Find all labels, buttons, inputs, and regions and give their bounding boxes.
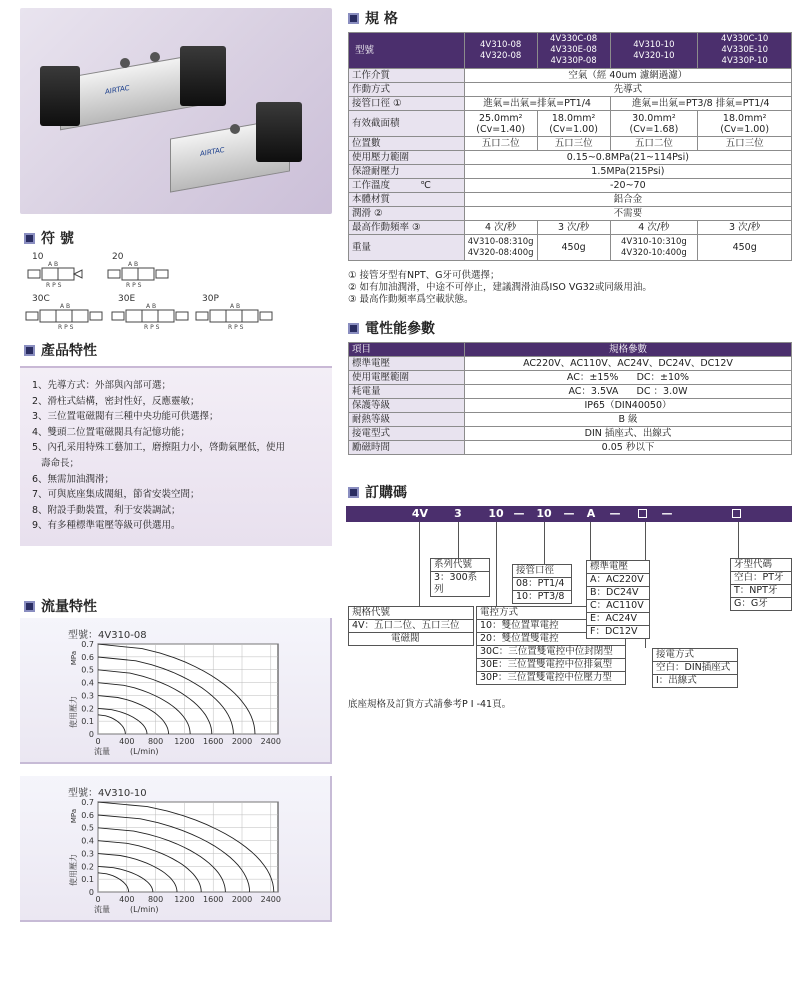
x-tick-label: 1200 — [174, 895, 195, 904]
order-port-box: 接管口徑 08：PT1/4 10：PT3/8 — [512, 564, 572, 604]
section-icon — [348, 13, 359, 24]
list-item: 5、內孔采用特殊工藝加工，磨擦阻力小，啓動氣壓低，使用 — [32, 442, 286, 454]
svg-text:A B: A B — [48, 261, 59, 268]
coil-right-1 — [180, 46, 226, 106]
svg-text:A B: A B — [146, 303, 157, 310]
symbol-30c — [24, 302, 108, 330]
section-icon — [24, 345, 35, 356]
symbol-20 — [104, 260, 178, 288]
order-voltage-box: 標準電壓 A：AC220V B：DC24V C：AC110V E：AC24V F：DC12V — [586, 560, 650, 639]
y-tick-label: 0.2 — [81, 704, 94, 714]
code-voltage: A — [586, 507, 596, 520]
spec-header-label: 型號 — [349, 33, 465, 69]
flow-chart-1 — [20, 618, 332, 764]
svg-text:R P S: R P S — [126, 282, 142, 288]
svg-text:R P S: R P S — [46, 282, 62, 288]
list-item: 壽命長； — [32, 457, 80, 469]
svg-text:A B: A B — [230, 303, 241, 310]
y-axis-label: 使用壓力 — [69, 696, 78, 728]
section-spec: 規 格 — [348, 8, 398, 28]
flow-chart-svg-2 — [20, 776, 332, 922]
order-code-bar — [346, 506, 792, 522]
order-series-box: 系列代號 3：300系列 — [430, 558, 490, 597]
code-control: 10 — [488, 507, 504, 520]
code-thread-box — [732, 509, 741, 518]
y-tick-label: 0.3 — [81, 849, 94, 859]
code-digit: 3 — [454, 507, 462, 520]
svg-text:R P S: R P S — [58, 324, 74, 330]
spec-table-wrap — [348, 32, 792, 261]
model-header: 4V330C-08 4V330E-08 4V330P-08 — [537, 33, 610, 69]
y-tick-label: 0.4 — [81, 678, 94, 688]
y-tick-label: 0.5 — [81, 665, 94, 675]
x-tick-label: 1600 — [203, 737, 224, 746]
model-header: 4V310-08 4V320-08 — [464, 33, 537, 69]
x-unit: (L/min) — [130, 905, 159, 914]
x-axis-label: 流量 — [94, 905, 110, 914]
brand-label: AIRTAC — [105, 83, 130, 97]
svg-text:A B: A B — [128, 261, 139, 268]
order-spec-box: 規格代號 4V：五口二位、五口三位 電磁閥 — [348, 606, 474, 646]
list-item: 2、滑柱式結構，密封性好，反應靈敏； — [32, 395, 200, 407]
list-item: 6、無需加油潤滑； — [32, 473, 115, 485]
section-features: 產品特性 — [24, 340, 97, 360]
x-axis-label: 流量 — [94, 747, 110, 756]
order-control-box: 電控方式 10：雙位置單電控 20：雙位置雙電控 30C：三位置雙電控中位封閉型 30E：三位置雙電控中位排氣型 30P：三位置雙電控中位壓力型 — [476, 606, 626, 685]
symbol-30e — [110, 302, 194, 330]
y-tick-label: 0 — [88, 888, 94, 897]
code-dash: — — [513, 507, 525, 520]
list-item: 7、可與底座集成閥組，節省安裝空間； — [32, 489, 200, 501]
section-flow: 流量特性 — [24, 596, 97, 616]
spec-table: 型號 4V310-08 4V320-08 4V330C-08 4V330E-08 4V330P-08 4V310-10 4V320-10 4V330C-10 4V330E-10 4V330P-10 工作介質 空氣（經 40um 濾網過濾） 作動方式 先導式 接管口徑 ① 進氣=出氣=排氣=PT1/4 進氣=出氣=PT3/8 排氣=PT1/4 有效截面積 25.0mm² (Cv=1.40) 18.0mm² (Cv=1.00) 30.0mm² (Cv=1.68) 18.0mm² (Cv=1.00) 位置數 五口二位 五口三位 五口二位 五口三位 使用壓力範圍 0.15~0.8MPa(21~114Psi) 保證耐壓力 1.5MPa(215Psi) 工作溫度 ℃ -20~70 本體材質 鋁合金 潤滑 ② 不需要 最高作動頻率 ③ 4 次/秒 3 次/秒 4 次/秒 3 次/秒 重量 4V310-08:310g 4V320-08:400g 450g 4V310-10:310g 4V320-10:400g 450g — [348, 32, 792, 261]
y-tick-label: 0.7 — [81, 640, 94, 649]
coil-right-2 — [256, 102, 302, 162]
y-tick-label: 0.5 — [81, 823, 94, 833]
code-dash: — — [563, 507, 575, 520]
svg-text:R P S: R P S — [144, 324, 160, 330]
y-tick-label: 0.3 — [81, 691, 94, 701]
section-electric: 電性能參數 — [348, 318, 435, 338]
code-dash: — — [609, 507, 621, 520]
y-tick-label: 0.6 — [81, 652, 94, 662]
electric-table: 項目 規格參數 標準電壓 AC220V、AC110V、AC24V、DC24V、DC12V 使用電壓範圍 AC：±15% DC：±10% 耗電量 AC：3.5VA DC ：3.0W 保護等級 IP65（DIN40050） 耐熱等級 B 級 接電型式 DIN 插座式、出線式 勵磁時間 0.05 秒以下 — [348, 342, 792, 455]
order-footnote: 底座規格及訂貨方式請參考P I -41頁。 — [348, 699, 512, 710]
features-panel — [20, 366, 332, 546]
x-tick-label: 1200 — [174, 737, 195, 746]
list-item: 1、先導方式：外部與內部可選； — [32, 380, 172, 391]
x-unit: (L/min) — [130, 747, 159, 756]
x-tick-label: 2000 — [231, 895, 253, 904]
code-series: 4V — [411, 507, 429, 520]
section-icon — [348, 487, 359, 498]
section-icon — [348, 323, 359, 334]
x-tick-label: 2000 — [231, 737, 253, 746]
x-tick-label: 2400 — [260, 895, 281, 904]
coil-left-1 — [40, 66, 80, 126]
y-tick-label: 0.2 — [81, 862, 94, 872]
svg-text:R P S: R P S — [228, 324, 244, 330]
electric-table-wrap — [348, 342, 792, 455]
x-tick-label: 2400 — [260, 737, 281, 746]
svg-text:A B: A B — [60, 303, 71, 310]
order-connect-box: 接電方式 空白：DIN插座式 I：出線式 — [652, 648, 738, 688]
section-icon — [24, 601, 35, 612]
code-connect-box — [638, 509, 647, 518]
chart-title: 型號：4V310-10 — [68, 788, 147, 799]
product-photo — [20, 8, 332, 214]
x-tick-label: 1600 — [203, 895, 224, 904]
symbol-10 — [24, 260, 94, 288]
section-order: 訂購碼 — [348, 482, 407, 502]
section-icon — [24, 233, 35, 244]
y-tick-label: 0.4 — [81, 836, 94, 846]
flow-chart-svg-1 — [20, 618, 332, 764]
x-tick-label: 400 — [119, 737, 135, 746]
y-axis-label: 使用壓力 — [69, 854, 78, 886]
model-header: 4V310-10 4V320-10 — [610, 33, 698, 69]
model-header: 4V330C-10 4V330E-10 4V330P-10 — [698, 33, 792, 69]
y-unit: MPa — [70, 650, 78, 666]
list-item: 8、附設手動裝置，利于安裝調試； — [32, 504, 181, 516]
valve-body-1 — [60, 54, 200, 131]
y-tick-label: 0.7 — [81, 798, 94, 807]
code-dash: — — [661, 507, 673, 520]
flow-chart-2 — [20, 776, 332, 922]
x-tick-label: 0 — [95, 895, 101, 904]
x-tick-label: 0 — [95, 737, 101, 746]
plot-area — [98, 644, 278, 734]
y-tick-label: 0 — [88, 730, 94, 739]
y-unit: MPa — [70, 808, 78, 824]
order-thread-box: 牙型代碼 空白：PT牙 T：NPT牙 G：G牙 — [730, 558, 792, 611]
x-tick-label: 800 — [147, 737, 164, 746]
features-list — [20, 368, 332, 534]
spec-notes: ① 接管牙型有NPT、G牙可供選擇； ② 如有加油潤滑，中途不可停止，建議潤滑油爲ISO VG32或同級用油。 ③ 最高作動頻率爲空載狀態。 — [348, 270, 652, 305]
x-tick-label: 800 — [147, 895, 164, 904]
plot-area — [98, 802, 278, 892]
y-tick-label: 0.1 — [81, 717, 94, 727]
y-tick-label: 0.6 — [81, 810, 94, 820]
list-item: 9、有多種標準電壓等級可供選用。 — [32, 520, 181, 532]
chart-title: 型號：4V310-08 — [68, 630, 147, 641]
code-port: 10 — [536, 507, 552, 520]
section-symbol: 符 號 — [24, 228, 74, 248]
y-tick-label: 0.1 — [81, 875, 94, 885]
list-item: 3、三位置電磁閥有三種中央功能可供選擇； — [32, 411, 219, 423]
symbol-diagrams: 10 20 A B R P S A B R P S 30C 30E 30P A B R P S A B R P S A B R P S — [24, 250, 334, 330]
brand-label: AIRTAC — [200, 145, 225, 159]
symbol-30p — [194, 302, 278, 330]
list-item: 4、雙頭二位置電磁閥具有記憶功能； — [32, 426, 191, 438]
x-tick-label: 400 — [119, 895, 135, 904]
